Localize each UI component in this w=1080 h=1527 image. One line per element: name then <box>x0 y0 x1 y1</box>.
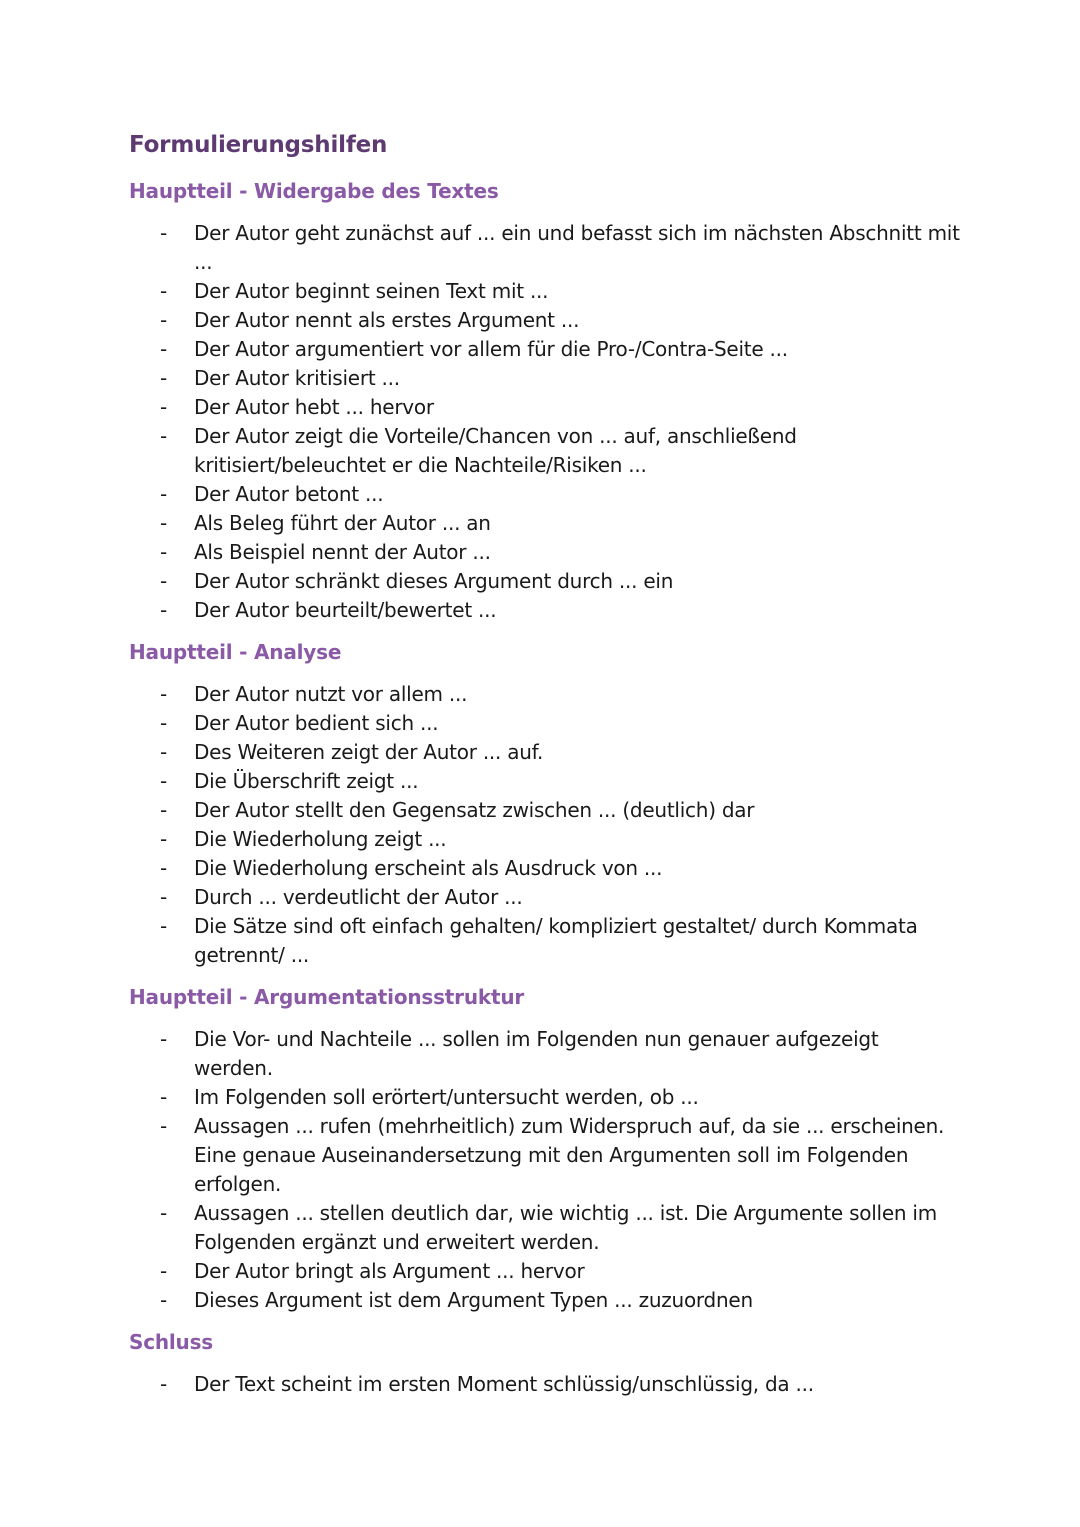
list-item <box>129 219 960 277</box>
dash-bullet-icon: - <box>160 424 167 448</box>
list-item <box>129 393 960 422</box>
list-item-text: Der Autor betont ... <box>194 482 384 506</box>
dash-bullet-icon: - <box>160 1201 167 1225</box>
list-item <box>129 825 960 854</box>
dash-bullet-icon: - <box>160 366 167 390</box>
dash-bullet-icon: - <box>160 482 167 506</box>
list-item-text: Die Überschrift zeigt ... <box>194 769 419 793</box>
list-item <box>129 1112 960 1199</box>
list-item <box>129 567 960 596</box>
dash-bullet-icon: - <box>160 1085 167 1109</box>
list-item <box>129 1370 960 1399</box>
list-item-text: Aussagen ... rufen (mehrheitlich) zum Widerspruch auf, da sie ... erscheinen. Eine genaue Auseinandersetzung mit den Argumenten soll im Folgenden erfolgen. <box>194 1114 945 1196</box>
list-item <box>129 767 960 796</box>
list-item-text: Die Wiederholung zeigt ... <box>194 827 447 851</box>
list-item <box>129 709 960 738</box>
dash-bullet-icon: - <box>160 1372 167 1396</box>
bullet-list <box>129 1370 960 1399</box>
list-item <box>129 912 960 970</box>
list-item-text: Als Beispiel nennt der Autor ... <box>194 540 491 564</box>
dash-bullet-icon: - <box>160 827 167 851</box>
list-item-text: Im Folgenden soll erörtert/untersucht werden, ob ... <box>194 1085 699 1109</box>
dash-bullet-icon: - <box>160 798 167 822</box>
list-item-text: Der Autor beurteilt/bewertet ... <box>194 598 497 622</box>
dash-bullet-icon: - <box>160 885 167 909</box>
section-heading: Hauptteil - Widergabe des Textes <box>129 179 499 203</box>
list-item-text: Der Autor hebt ... hervor <box>194 395 434 419</box>
list-item-text: Die Sätze sind oft einfach gehalten/ kompliziert gestaltet/ durch Kommata getrennt/ ... <box>194 914 918 967</box>
dash-bullet-icon: - <box>160 856 167 880</box>
list-item-text: Der Autor schränkt dieses Argument durch ... ein <box>194 569 674 593</box>
list-item-text: Der Autor argumentiert vor allem für die Pro-/Contra-Seite ... <box>194 337 788 361</box>
list-item <box>129 1286 960 1315</box>
list-item <box>129 680 960 709</box>
list-item-text: Als Beleg führt der Autor ... an <box>194 511 491 535</box>
dash-bullet-icon: - <box>160 540 167 564</box>
dash-bullet-icon: - <box>160 598 167 622</box>
list-item-text: Dieses Argument ist dem Argument Typen ... zuzuordnen <box>194 1288 753 1312</box>
list-item <box>129 422 960 480</box>
list-item <box>129 509 960 538</box>
dash-bullet-icon: - <box>160 395 167 419</box>
document-title: Formulierungshilfen <box>129 132 388 158</box>
dash-bullet-icon: - <box>160 1259 167 1283</box>
dash-bullet-icon: - <box>160 279 167 303</box>
list-item-text: Der Text scheint im ersten Moment schlüssig/unschlüssig, da ... <box>194 1372 814 1396</box>
bullet-list <box>129 1025 960 1315</box>
dash-bullet-icon: - <box>160 308 167 332</box>
dash-bullet-icon: - <box>160 221 167 245</box>
list-item-text: Durch ... verdeutlicht der Autor ... <box>194 885 523 909</box>
list-item <box>129 796 960 825</box>
dash-bullet-icon: - <box>160 337 167 361</box>
list-item <box>129 596 960 625</box>
list-item-text: Der Autor nutzt vor allem ... <box>194 682 468 706</box>
list-item-text: Der Autor geht zunächst auf ... ein und befasst sich im nächsten Abschnitt mit ... <box>194 221 960 274</box>
list-item <box>129 538 960 567</box>
dash-bullet-icon: - <box>160 682 167 706</box>
list-item-text: Der Autor bringt als Argument ... hervor <box>194 1259 585 1283</box>
list-item <box>129 738 960 767</box>
list-item-text: Der Autor stellt den Gegensatz zwischen ... (deutlich) dar <box>194 798 755 822</box>
dash-bullet-icon: - <box>160 914 167 938</box>
list-item-text: Der Autor zeigt die Vorteile/Chancen von ... auf, anschließend kritisiert/beleuchtet er die Nachteile/Risiken ... <box>194 424 797 477</box>
dash-bullet-icon: - <box>160 511 167 535</box>
list-item <box>129 480 960 509</box>
list-item <box>129 335 960 364</box>
bullet-list <box>129 219 960 625</box>
list-item <box>129 364 960 393</box>
list-item <box>129 1025 960 1083</box>
list-item-text: Aussagen ... stellen deutlich dar, wie wichtig ... ist. Die Argumente sollen im Folgenden ergänzt und erweitert werden. <box>194 1201 937 1254</box>
list-item-text: Des Weiteren zeigt der Autor ... auf. <box>194 740 544 764</box>
dash-bullet-icon: - <box>160 1114 167 1138</box>
list-item <box>129 883 960 912</box>
list-item <box>129 1199 960 1257</box>
list-item-text: Der Autor beginnt seinen Text mit ... <box>194 279 549 303</box>
section-heading: Hauptteil - Analyse <box>129 640 342 664</box>
list-item <box>129 277 960 306</box>
list-item-text: Der Autor kritisiert ... <box>194 366 400 390</box>
dash-bullet-icon: - <box>160 569 167 593</box>
bullet-list <box>129 680 960 970</box>
dash-bullet-icon: - <box>160 1288 167 1312</box>
list-item-text: Die Wiederholung erscheint als Ausdruck von ... <box>194 856 663 880</box>
section-heading: Hauptteil - Argumentationsstruktur <box>129 985 525 1009</box>
dash-bullet-icon: - <box>160 769 167 793</box>
list-item <box>129 1083 960 1112</box>
list-item <box>129 854 960 883</box>
list-item-text: Der Autor bedient sich ... <box>194 711 439 735</box>
dash-bullet-icon: - <box>160 711 167 735</box>
dash-bullet-icon: - <box>160 1027 167 1051</box>
list-item <box>129 1257 960 1286</box>
section-heading: Schluss <box>129 1330 214 1354</box>
sections-container <box>129 176 960 1399</box>
list-item <box>129 306 960 335</box>
list-item-text: Der Autor nennt als erstes Argument ... <box>194 308 580 332</box>
dash-bullet-icon: - <box>160 740 167 764</box>
list-item-text: Die Vor- und Nachteile ... sollen im Folgenden nun genauer aufgezeigt werden. <box>194 1027 879 1080</box>
